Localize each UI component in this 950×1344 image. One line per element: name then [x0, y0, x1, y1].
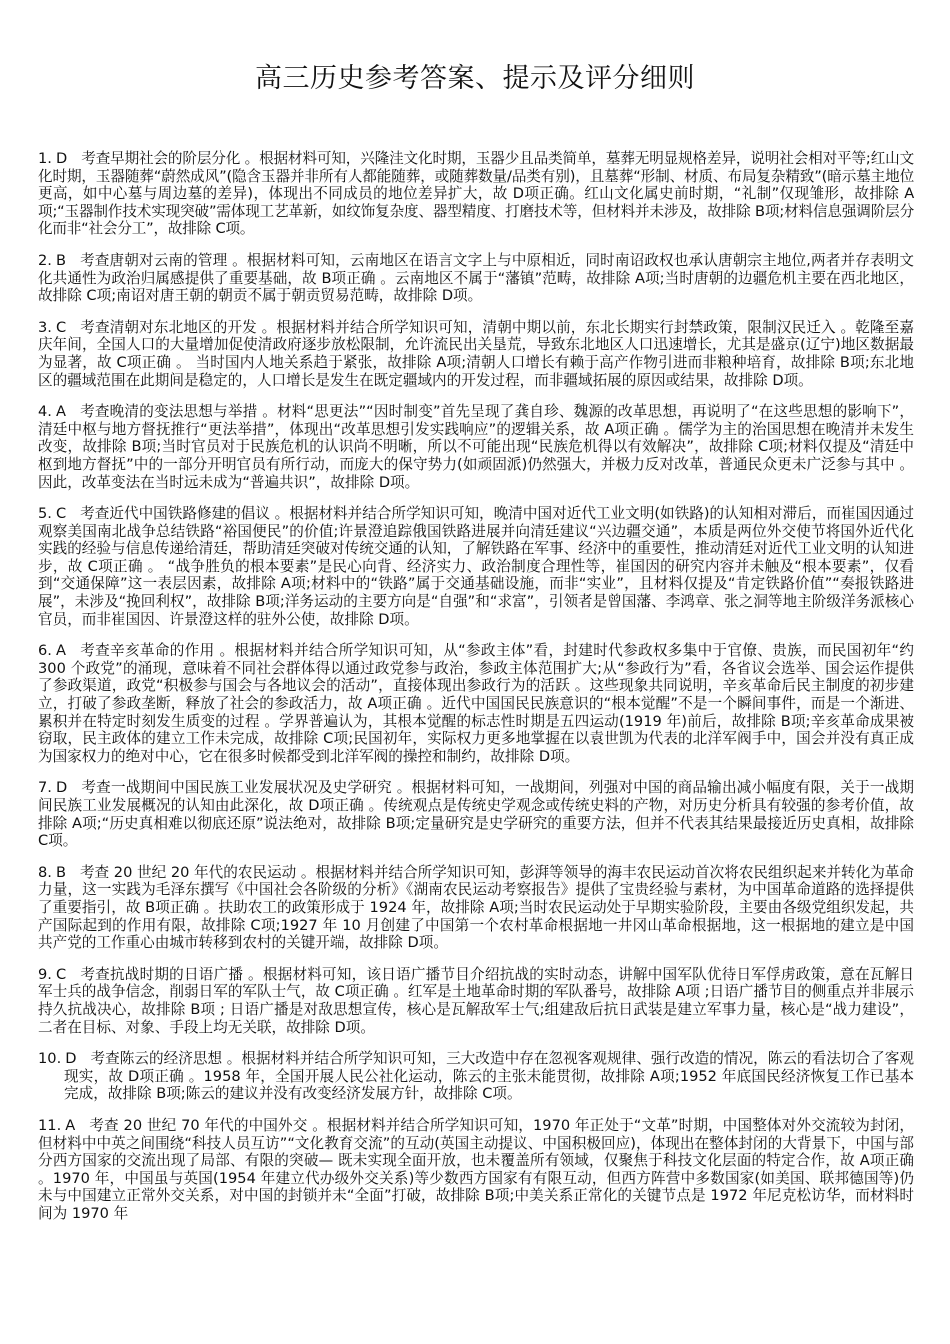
item-number: 11. [38, 1116, 62, 1134]
item-explanation: 考查一战期间中国民族工业发展状况及史学研究 。根据材料可知，一战期间，列强对中国的商品输出减小幅度有限，关于一战期间民族工业发展概况的认知由此深化，故 D项正确 。传统观点是传统史学观念或传统史料的产物，对历史分析具有较强的参考价值，故排除 A项;“历史真相难以彻底还原”说法绝对，故排除 B项;定量研究是史学研究的重要方法，但并不代表其结果最接近历史真相，故排除 C项。 [38, 779, 914, 850]
item-answer: D [55, 150, 68, 167]
item-explanation: 考查唐朝对云南的管理 。根据材料可知，云南地区在语言文字上与中原相近，同时南诏政权也承认唐朝宗主地位,两者并存表明文化共通性为政治归属感提供了重要基础，故 B项正确 。云南地区不属于“藩镇”范畴，故排除 A项;当时唐朝的边疆危机主要在西北地区，故排除 C项;南诏对唐王朝的朝贡不属于朝贡贸易范畴，故排除 D项。 [38, 251, 914, 305]
item-answer: A [65, 1116, 76, 1134]
item-explanation: 考查早期社会的阶层分化 。根据材料可知，兴隆洼文化时期，玉器少且品类简单，墓葬无明显规格差异，说明社会相对平等;红山文化时期，玉器随葬“蔚然成风”(隐含玉器并非所有人都能随葬，或随葬数量/品类有别)，且墓葬“形制、材质、布局复杂精致”(暗示墓主地位更高，如中心墓与周边墓的差异)，体现出不同成员的地位差异扩大，故 D项正确。红山文化属史前时期，“礼制”仅现雏形，故排除 A项;“玉器制作技术实现突破”需体现工艺革新，如纹饰复杂度、器型精度、打磨技术等，但材料并未涉及，故排除 B项;材料信息强调阶层分化而非“社会分工”，故排除 C项。 [38, 150, 914, 238]
item-number: 10. [38, 1050, 62, 1068]
item-number: 3. [38, 318, 52, 336]
item-explanation: 考查辛亥革命的作用 。根据材料并结合所学知识可知，从“参政主体”看，封建时代参政权多集中于官僚、贵族，而民国初年“约 300 个政党”的涌现，意味着不同社会群体得以通过政党参与政治，参政主体范围扩大;从“参政行为”看，各省议会选举、国会运作提供了参政渠道，政党“积极参与国会与各地议会的活动”，直接体现出参政行为的活跃 。这些现象共同说明，辛亥革命后民主制度的初步建立，打破了参政垄断，释放了社会的参政活力，故 A项正确 。近代中国国民民族意识的“根本觉醒”不是一个瞬间事件，而是一个渐进、累积并在特定时刻发生质变的过程 。学界普遍认为，其根本觉醒的标志性时期是五四运动(1919 年)前后，故排除 B项;辛亥革命成果被窃取，民主政体的建立工作未完成，故排除 C项;民国初年，实际权力更多地掌握在以袁世凯为代表的北洋军阀手中，国会并没有真正成为国家权力的绝对中心，它在很多时候都受到北洋军阀的操控和制约，故排除 D项。 [38, 642, 914, 765]
item-answer: C [55, 965, 67, 983]
item-answer: C [55, 318, 67, 336]
answer-item [38, 642, 914, 765]
item-answer: B [55, 863, 66, 881]
page-title: 高三历史参考答案、提示及评分细则 [255, 63, 695, 94]
item-answer: A [55, 642, 66, 660]
answer-item [38, 403, 914, 491]
item-number: 4. [38, 403, 52, 421]
item-answer: B [55, 251, 66, 269]
item-answer: C [55, 505, 67, 523]
item-number: 5. [38, 505, 52, 523]
answer-item [38, 505, 914, 628]
item-number: 8. [38, 863, 52, 881]
item-answer: A [55, 403, 66, 421]
item-explanation: 考查 20 世纪 20 年代的农民运动 。根据材料并结合所学知识可知，彭湃等领导的海丰农民运动首次将农民组织起来并转化为革命力量，这一实践为毛泽东撰写《中国社会各阶级的分析》《湖南农民运动考察报告》提供了宝贵经验与素材，为中国革命道路的选择提供了重要指引，故 B项正确 。扶助农工的政策形成于 1924 年，故排除 A项;当时农民运动处于早期实验阶段，主要由各级党组织发起，共产国际起到的作用有限，故排除 C项;1927 年 10 月创建了中国第一个农村革命根据地一井冈山革命根据地，这一根据地的建立是中国共产党的工作重心由城市转移到农村的关键开端，故排除 D项。 [38, 863, 914, 952]
answer-item [38, 252, 914, 305]
item-explanation: 考查 20 世纪 70 年代的中国外交 。根据材料并结合所学知识可知，1970 年正处于“文革”时期，中国整体对外交流较为封闭，但材料中中英之间围绕“科技人员互访”“文化教育交流”的互动(英国主动提议、中国积极回应)，体现出在整体封闭的大背景下，中国与部分西方国家的交流出现了局部、有限的突破— 既未实现全面开放，也未覆盖所有领域，仅聚焦于科技文化层面的特定合作，故 A项正确 。1970 年，中国虽与英国(1954 年建立代办级外交关系)等少数西方国家有有限互动，但西方阵营中多数国家(如美国、联邦德国等)仍未与中国建立正常外交关系，对中国的封锁并未“全面”打破，故排除 B项;中美关系正常化的关键节点是 1972 年尼克松访华，而材料时间为 1970 年 [38, 1116, 914, 1222]
answer-item [38, 966, 914, 1036]
answer-item [38, 1050, 914, 1103]
answer-item [38, 150, 914, 238]
item-number: 2. [38, 251, 52, 269]
item-explanation: 考查陈云的经济思想 。根据材料并结合所学知识可知，三大改造中存在忽视客观规律、强行改造的情况，陈云的看法切合了客观现实，故 D项正确 。1958 年，全国开展人民公社化运动，陈云的主张未能贯彻，故排除 A项;1952 年底国民经济恢复工作已基本完成，故排除 B项;陈云的建议并没有改变经济发展方针，故排除 C项。 [64, 1050, 914, 1103]
item-number: 6. [38, 642, 52, 660]
item-answer: D [55, 779, 68, 797]
item-explanation: 考查抗战时期的日语广播 。根据材料可知，该日语广播节目介绍抗战的实时动态，讲解中国军队优待日军俘虏政策，意在瓦解日军士兵的战争信念，削弱日军的军队士气，故 C项正确 。红军是土地革命时期的军队番号，故排除 A项 ;日语广播节目的侧重点并非展示持久抗战决心，故排除 B项 ; 日语广播是对敌思想宣传，核心是瓦解敌军士气;组建敌后抗日武装是建立军事力量，核心是“战力建设”，二者在目标、对象、手段上均无关联，故排除 D项。 [38, 965, 914, 1036]
item-answer: D [65, 1050, 77, 1068]
item-number: 1. [38, 150, 52, 167]
answer-item [38, 779, 914, 849]
answer-item [38, 864, 914, 952]
item-explanation: 考查晚清的变法思想与举措 。材料“思更法”“因时制变”首先呈现了龚自珍、魏源的改革思想，再说明了“在这些思想的影响下”，清廷中枢与地方督抚推行“更法举措”，体现出“改革思想引发实践响应”的逻辑关系，故 A项正确 。儒学为主的治国思想在晚清并未发生改变，故排除 B项;当时官员对于民族危机的认识尚不明晰，所以不可能出现“民族危机得以有效解决”，故排除 C项;材料仅提及“清廷中枢到地方督抚”中的一部分开明官员有所行动，而庞大的保守势力(如顽固派)仍然强大，并极力反对改革，普通民众更未广泛参与其中 。 因此，改革变法在当时远未成为“普遍共识”，故排除 D项。 [38, 403, 914, 491]
item-number: 7. [38, 779, 52, 797]
item-number: 9. [38, 965, 52, 983]
answer-item [38, 1117, 914, 1223]
answer-list [38, 150, 914, 1236]
answer-item [38, 319, 914, 389]
item-explanation: 考查清朝对东北地区的开发 。根据材料并结合所学知识可知，清朝中期以前，东北长期实行封禁政策，限制汉民迁入 。乾隆至嘉庆年间，全国人口的大量增加促使清政府逐步放松限制，允许流民出关垦荒，导致东北地区人口迅速增长，尤其是盛京(辽宁)地区数据最为显著，故 C项正确 。 当时国内人地关系趋于紧张，故排除 A项;清朝人口增长有赖于高产作物引进而非粮种培育，故排除 B项;东北地区的疆域范围在此期间是稳定的，人口增长是发生在既定疆域内的开发过程，而非疆域拓展的原因或结果，故排除 D项。 [38, 318, 914, 389]
item-explanation: 考查近代中国铁路修建的倡议 。根据材料并结合所学知识可知，晚清中国对近代工业文明(如铁路)的认知相对滞后，而崔国因通过观察美国南北战争总结铁路“裕国便民”的价值;许景澄追踪俄国铁路进展并向清廷建议“兴边疆交通”，本质是两位外交使节将国外近代化实践的经验与信息传递给清廷，帮助清廷突破对传统交通的认知，了解铁路在军事、经济中的重要性，推动清廷对近代工业文明的认知进步，故 C项正确 。 “战争胜负的根本要素”是民心向背、经济实力、政治制度合理性等，崔国因的研究内容并未触及“根本要素”，仅看到“交通保障”这一表层因素，故排除 A项;材料中的“铁路”属于交通基础设施，而非“实业”，且材料仅提及“肯定铁路价值”“奏报铁路进展”，未涉及“挽回利权”，故排除 B项;洋务运动的主要方向是“自强”和“求富”，引领者是曾国藩、李鸿章、张之洞等地主阶级洋务派核心官员，而非崔国因、许景澄这样的驻外公使，故排除 D项。 [38, 505, 914, 628]
